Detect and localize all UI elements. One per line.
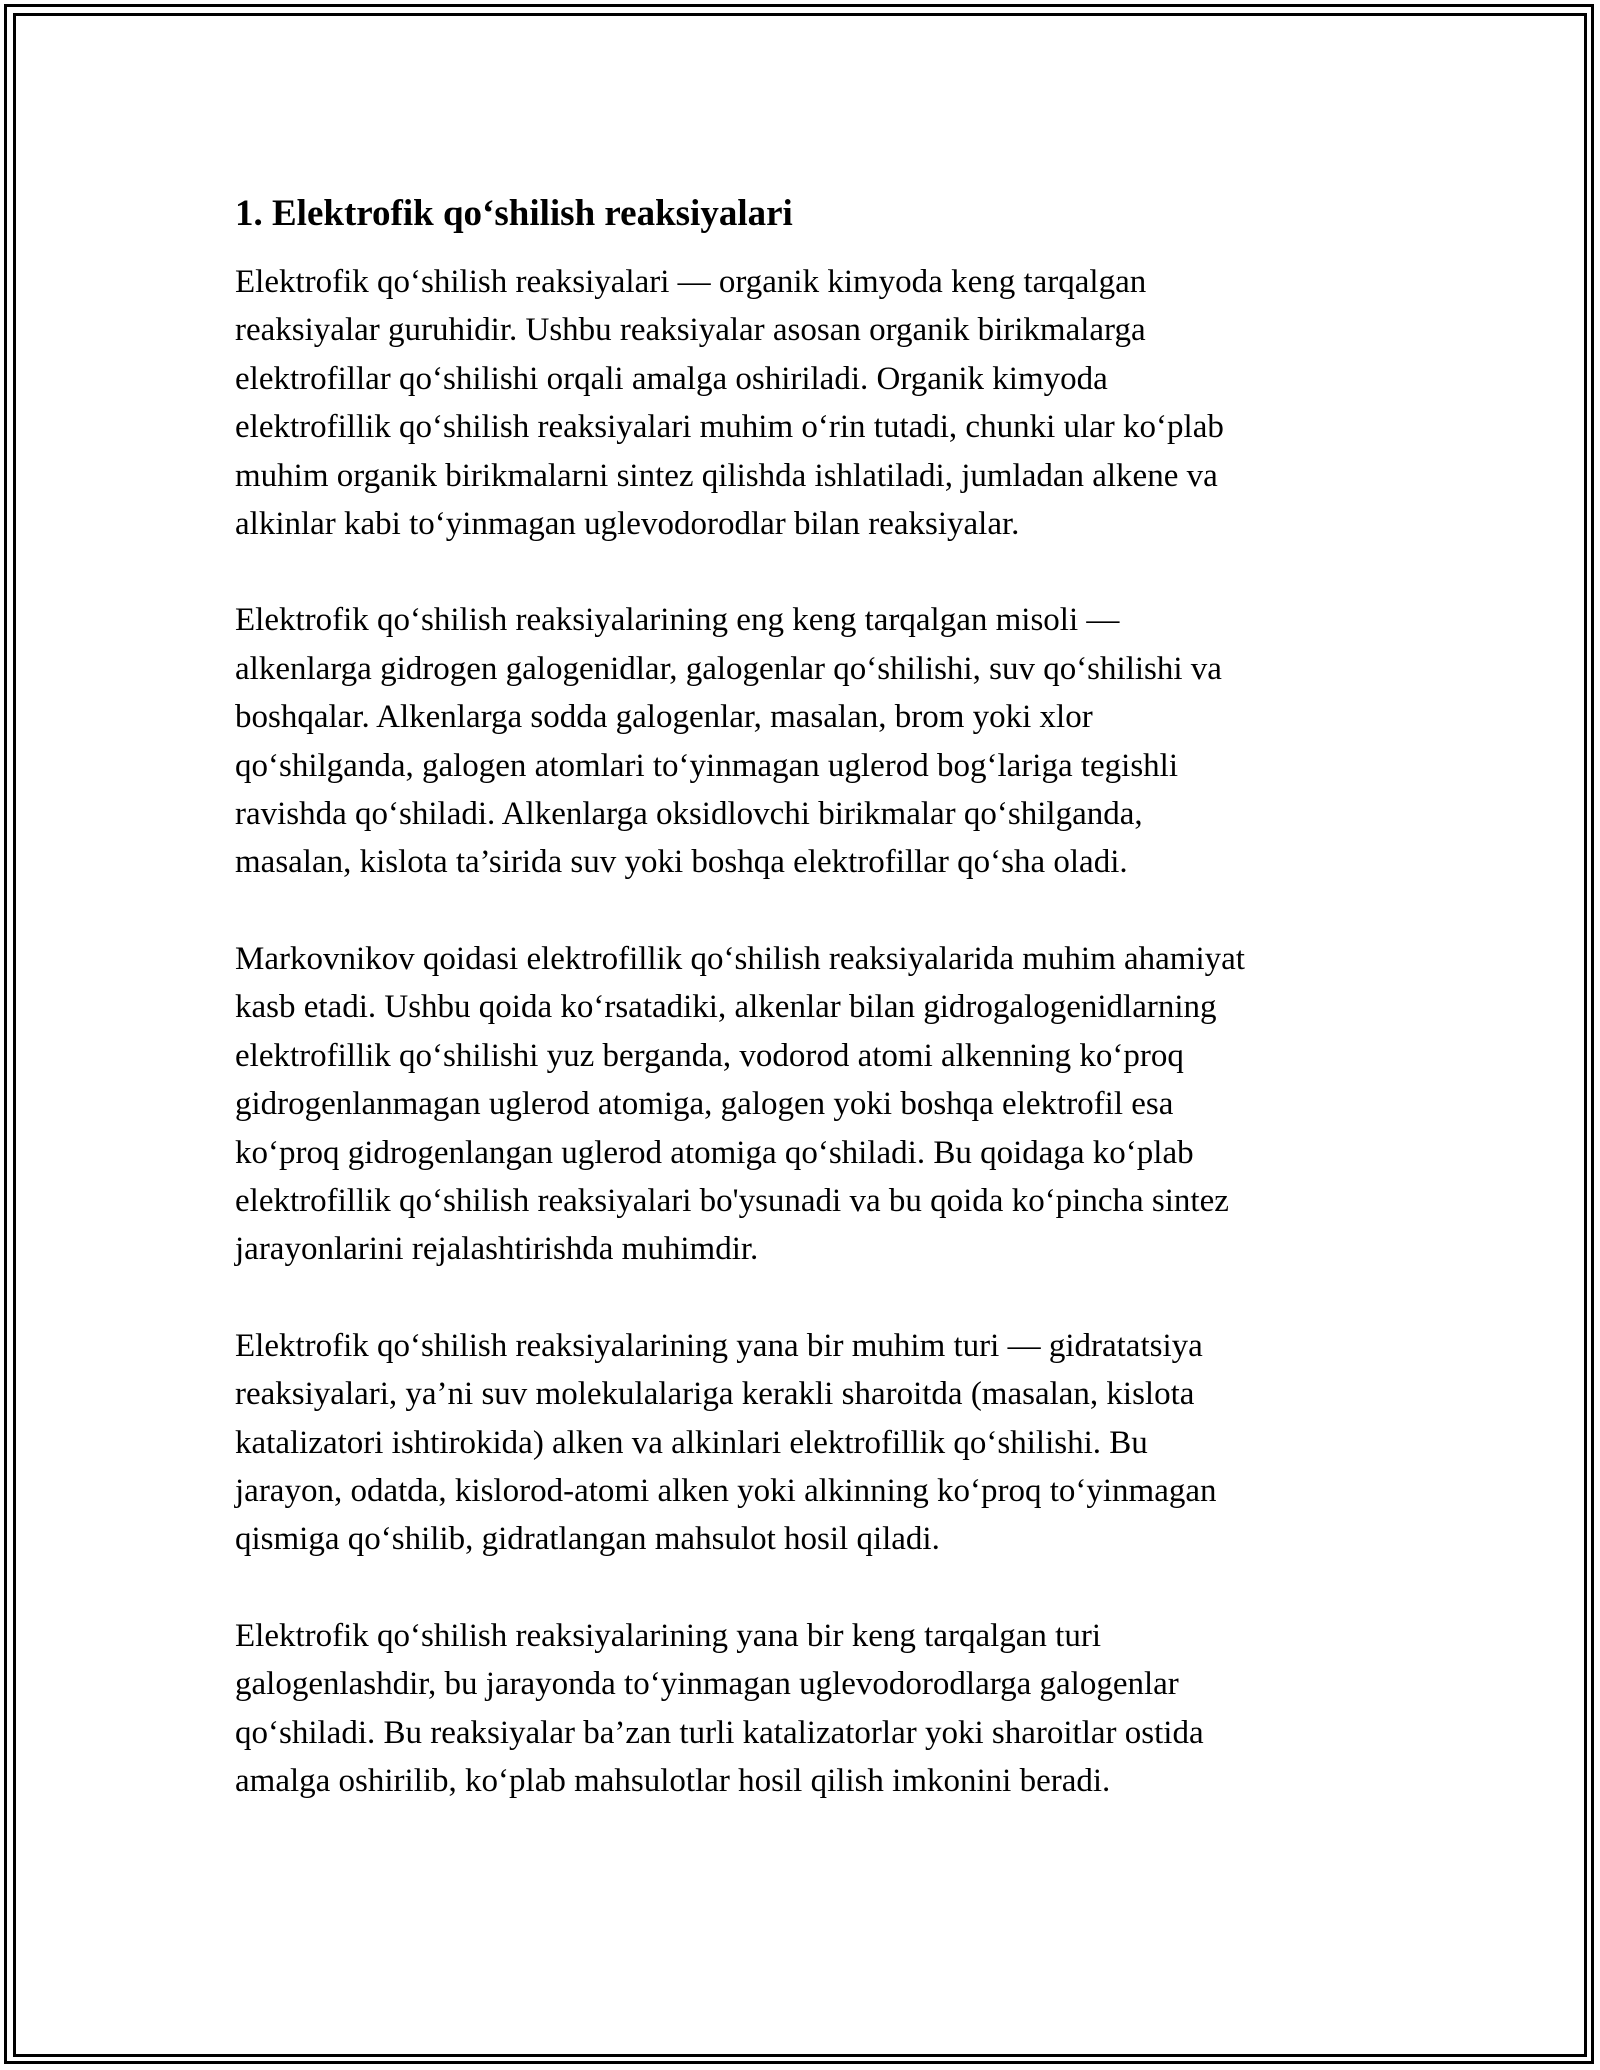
paragraph-line: katalizatori ishtirokida) alken va alkinlari elektrofillik qo‘shilishi. Bu xyxy=(235,1424,1148,1461)
paragraph-line: gidrogenlanmagan uglerod atomiga, galogen yoki boshqa elektrofil esa xyxy=(235,1086,1174,1123)
paragraph-line: elektrofillik qo‘shilish reaksiyalari bo'ysunadi va bu qoida ko‘pincha sintez xyxy=(235,1182,1229,1219)
paragraph-line: reaksiyalar guruhidir. Ushbu reaksiyalar asosan organik birikmalarga xyxy=(235,312,1146,349)
paragraph-line: boshqalar. Alkenlarga sodda galogenlar, masalan, brom yoki xlor xyxy=(235,699,1093,736)
paragraph-list xyxy=(235,258,1365,1805)
paragraph xyxy=(235,596,1365,886)
paragraph-line: elektrofillik qo‘shilishi yuz berganda, vodorod atomi alkenning ko‘proq xyxy=(235,1037,1184,1074)
paragraph-line: qo‘shilganda, galogen atomlari to‘yinmagan uglerod bog‘lariga tegishli xyxy=(235,747,1178,784)
paragraph-line: galogenlashdir, bu jarayonda to‘yinmagan uglevodorodlarga galogenlar xyxy=(235,1666,1179,1703)
paragraph xyxy=(235,1612,1365,1806)
paragraph-line: Elektrofik qo‘shilish reaksiyalarining eng keng tarqalgan misoli — xyxy=(235,602,1120,639)
paragraph-line: amalga oshirilib, ko‘plab mahsulotlar hosil qilish imkonini beradi. xyxy=(235,1762,1111,1799)
paragraph-line: qismiga qo‘shilib, gidratlangan mahsulot hosil qiladi. xyxy=(235,1521,940,1558)
paragraph xyxy=(235,258,1365,548)
paragraph-line: elektrofillar qo‘shilishi orqali amalga oshiriladi. Organik kimyoda xyxy=(235,360,1108,397)
paragraph xyxy=(235,1322,1365,1564)
paragraph-line: jarayon, odatda, kislorod-atomi alken yoki alkinning ko‘proq to‘yinmagan xyxy=(235,1472,1217,1509)
paragraph-line: alkenlarga gidrogen galogenidlar, galogenlar qo‘shilishi, suv qo‘shilishi va xyxy=(235,650,1222,687)
section-heading: 1. Elektrofik qo‘shilish reaksiyalari xyxy=(235,193,793,234)
paragraph-line: reaksiyalari, ya’ni suv molekulalariga kerakli sharoitda (masalan, kislota xyxy=(235,1376,1195,1413)
paragraph-line: Markovnikov qoidasi elektrofillik qo‘shilish reaksiyalarida muhim ahamiyat xyxy=(235,940,1245,977)
document-body xyxy=(235,192,1365,1853)
paragraph-line: Elektrofik qo‘shilish reaksiyalarining yana bir keng tarqalgan turi xyxy=(235,1617,1101,1654)
paragraph-line: muhim organik birikmalarni sintez qilishda ishlatiladi, jumladan alkene va xyxy=(235,457,1218,494)
paragraph-line: masalan, kislota ta’sirida suv yoki boshqa elektrofillar qo‘sha oladi. xyxy=(235,844,1128,881)
paragraph xyxy=(235,935,1365,1274)
paragraph-line: ravishda qo‘shiladi. Alkenlarga oksidlovchi birikmalar qo‘shilganda, xyxy=(235,796,1143,833)
paragraph-line: elektrofillik qo‘shilish reaksiyalari muhim o‘rin tutadi, chunki ular ko‘plab xyxy=(235,409,1224,446)
paragraph-line: ko‘proq gidrogenlangan uglerod atomiga qo‘shiladi. Bu qoidaga ko‘plab xyxy=(235,1134,1194,1171)
paragraph-line: Elektrofik qo‘shilish reaksiyalarining yana bir muhim turi — gidratatsiya xyxy=(235,1327,1203,1364)
paragraph-line: kasb etadi. Ushbu qoida ko‘rsatadiki, alkenlar bilan gidrogalogenidlarning xyxy=(235,989,1217,1026)
paragraph-line: alkinlar kabi to‘yinmagan uglevodorodlar bilan reaksiyalar. xyxy=(235,506,1020,543)
paragraph-line: qo‘shiladi. Bu reaksiyalar ba’zan turli katalizatorlar yoki sharoitlar ostida xyxy=(235,1714,1204,1751)
paragraph-line: jarayonlarini rejalashtirishda muhimdir. xyxy=(235,1231,759,1268)
paragraph-line: Elektrofik qo‘shilish reaksiyalari — organik kimyoda keng tarqalgan xyxy=(235,264,1147,300)
